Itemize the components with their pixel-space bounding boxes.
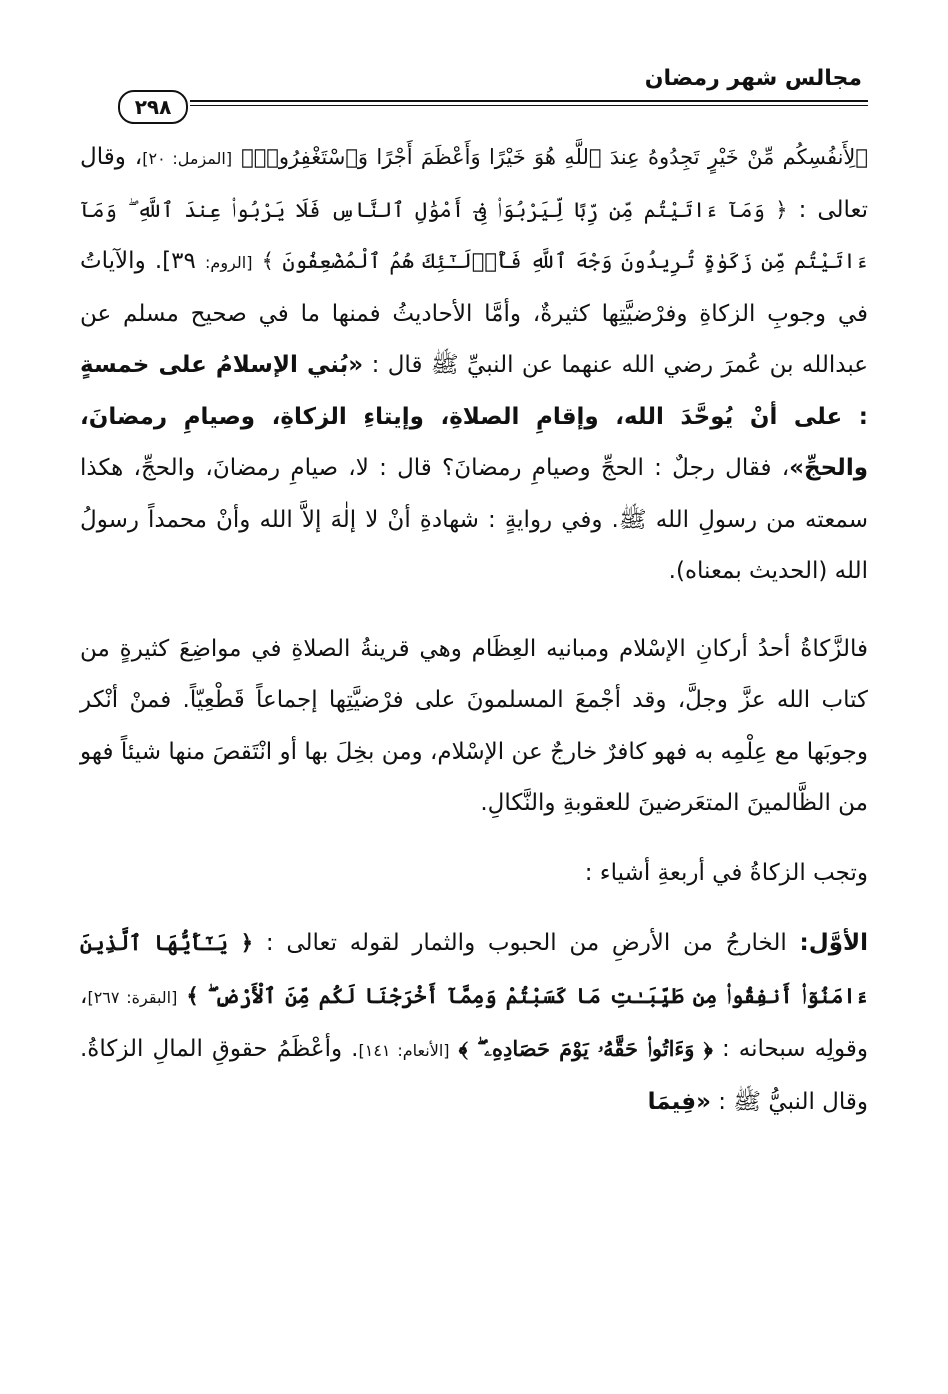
verse-citation: [المزمل: ٢٠] bbox=[142, 149, 233, 168]
page-header bbox=[80, 62, 868, 132]
quran-verse: ﴿ وَمَآ ءَاتَيْتُم مِّن رِّبًا لِّيَرْبُوَا۟ فِىٓ أَمْوَٰلِ ٱلنَّاسِ فَلَا يَرْبُوا۟ عِندَ ٱللَّهِ ۖ bbox=[127, 197, 788, 222]
paragraph-3: وتجب الزكاةُ في أربعةِ أشياء : bbox=[584, 859, 868, 886]
quran-verse: ﴿ يَـٰٓأَيُّهَا ٱلَّذِينَ ءَامَنُوٓا۟ أَنفِقُوا۟ مِن طَيِّبَـٰتِ مَا كَسَبْتُمْ وَمِمَّآ أَخْرَجْنَا لَكُم مِّنَ ٱلْأَرْضِ ۖ ﴾ bbox=[80, 930, 869, 1008]
quran-verse: ﴿لِأَنفُسِكُم مِّنْ خَيْرٍ تَجِدُوهُ عِندَ ٱللَّهِ هُوَ خَيْرًا وَأَعْظَمَ أَجْرًا وَٱسْتَغْفِرُوا۟﴾ bbox=[241, 145, 869, 169]
text: وقال تعالى : bbox=[80, 144, 869, 223]
section-label: الأوَّل: bbox=[799, 930, 869, 956]
hadith-text: «فِيمَا bbox=[647, 1088, 711, 1115]
hadith-text: «بُني الإسلامُ على خمسةٍ : على أنْ يُوحَّدَ الله، وإقامِ الصلاةِ، وإيتاءِ الزكاةِ، وصيامِ رمضانَ، والحجِّ» bbox=[80, 352, 868, 481]
verse-citation: [الروم: bbox=[205, 253, 253, 272]
paragraph-gap bbox=[80, 830, 868, 848]
text: ، وقولِه سبحانه : bbox=[80, 982, 868, 1062]
page-number: ٢٩٨ bbox=[118, 90, 188, 124]
paragraph-gap bbox=[80, 598, 868, 624]
header-rule bbox=[190, 100, 868, 102]
paragraph-gap bbox=[80, 899, 868, 917]
page-body bbox=[80, 132, 868, 1128]
text: الخارجُ من الأرضِ من الحبوب والثمار لقوله تعالى : bbox=[265, 930, 787, 956]
running-title: مجالس شهر رمضان bbox=[644, 66, 862, 91]
paragraph-1 bbox=[80, 132, 868, 598]
paragraph-2: فالزَّكاةُ أحدُ أركانِ الإسْلام ومبانيه العِظَام وهي قرينةُ الصلاةِ في مواضِعَ كثيرةٍ من كتاب الله عزَّ وجلَّ، وقد أجْمعَ المسلمونَ على فرْضيَّتِها إجماعاً قَطْعِيّاً. فمنْ أنْكر وجوبَها مع عِلْمِه به فهو كافرٌ خارجٌ عن الإسْلام، ومن بخِلَ بها أو انْتَقصَ منها شيئاً فهو من الظَّالمينَ المتعَرضينَ للعقوبةِ والنَّكالِ. bbox=[80, 635, 868, 816]
text: ٣٩]. والآياتُ في وجوبِ الزكاةِ وفرْضيَّتِها كثيرةٌ، وأمَّا الأحاديثُ فمنها ما في صحيح مسلم عن عبدالله بن عُمرَ رضي الله عنهما عن النبيِّ ﷺ قال : bbox=[80, 248, 869, 378]
quran-verse: وَمَآ ءَاتَيْتُم مِّن زَكَوٰةٍ تُرِيدُونَ وَجْهَ ٱللَّهِ فَأُو۟لَـٰٓئِكَ هُمُ ٱلْمُضْعِفُونَ ﴾ bbox=[80, 197, 869, 273]
text: ، bbox=[134, 144, 143, 170]
text: ، فقال رجلٌ : الحجِّ وصيامِ رمضانَ؟ قال : لا، صيامِ رمضانَ، والحجِّ، هكذا سمعته من رسولِ الله ﷺ. وفي روايةٍ : شهادةِ أنْ لا إلٰهَ إلاَّ الله وأنْ محمداً رسولُ الله (الحديث بمعناه). bbox=[80, 455, 868, 584]
verse-citation: [الأنعام: ١٤١] bbox=[358, 1041, 450, 1060]
quran-verse: ﴿ وَءَاتُوا۟ حَقَّهُۥ يَوْمَ حَصَادِهِۦ ۖ ﴾ bbox=[458, 1036, 713, 1061]
header-rule-thin bbox=[190, 105, 868, 106]
paragraph-4 bbox=[80, 917, 868, 1128]
verse-citation: [البقرة: ٢٦٧] bbox=[87, 987, 178, 1007]
text: . وأعْظَمُ حقوقِ المالِ الزكاةُ. وقال النبيُّ ﷺ : bbox=[80, 1036, 868, 1115]
